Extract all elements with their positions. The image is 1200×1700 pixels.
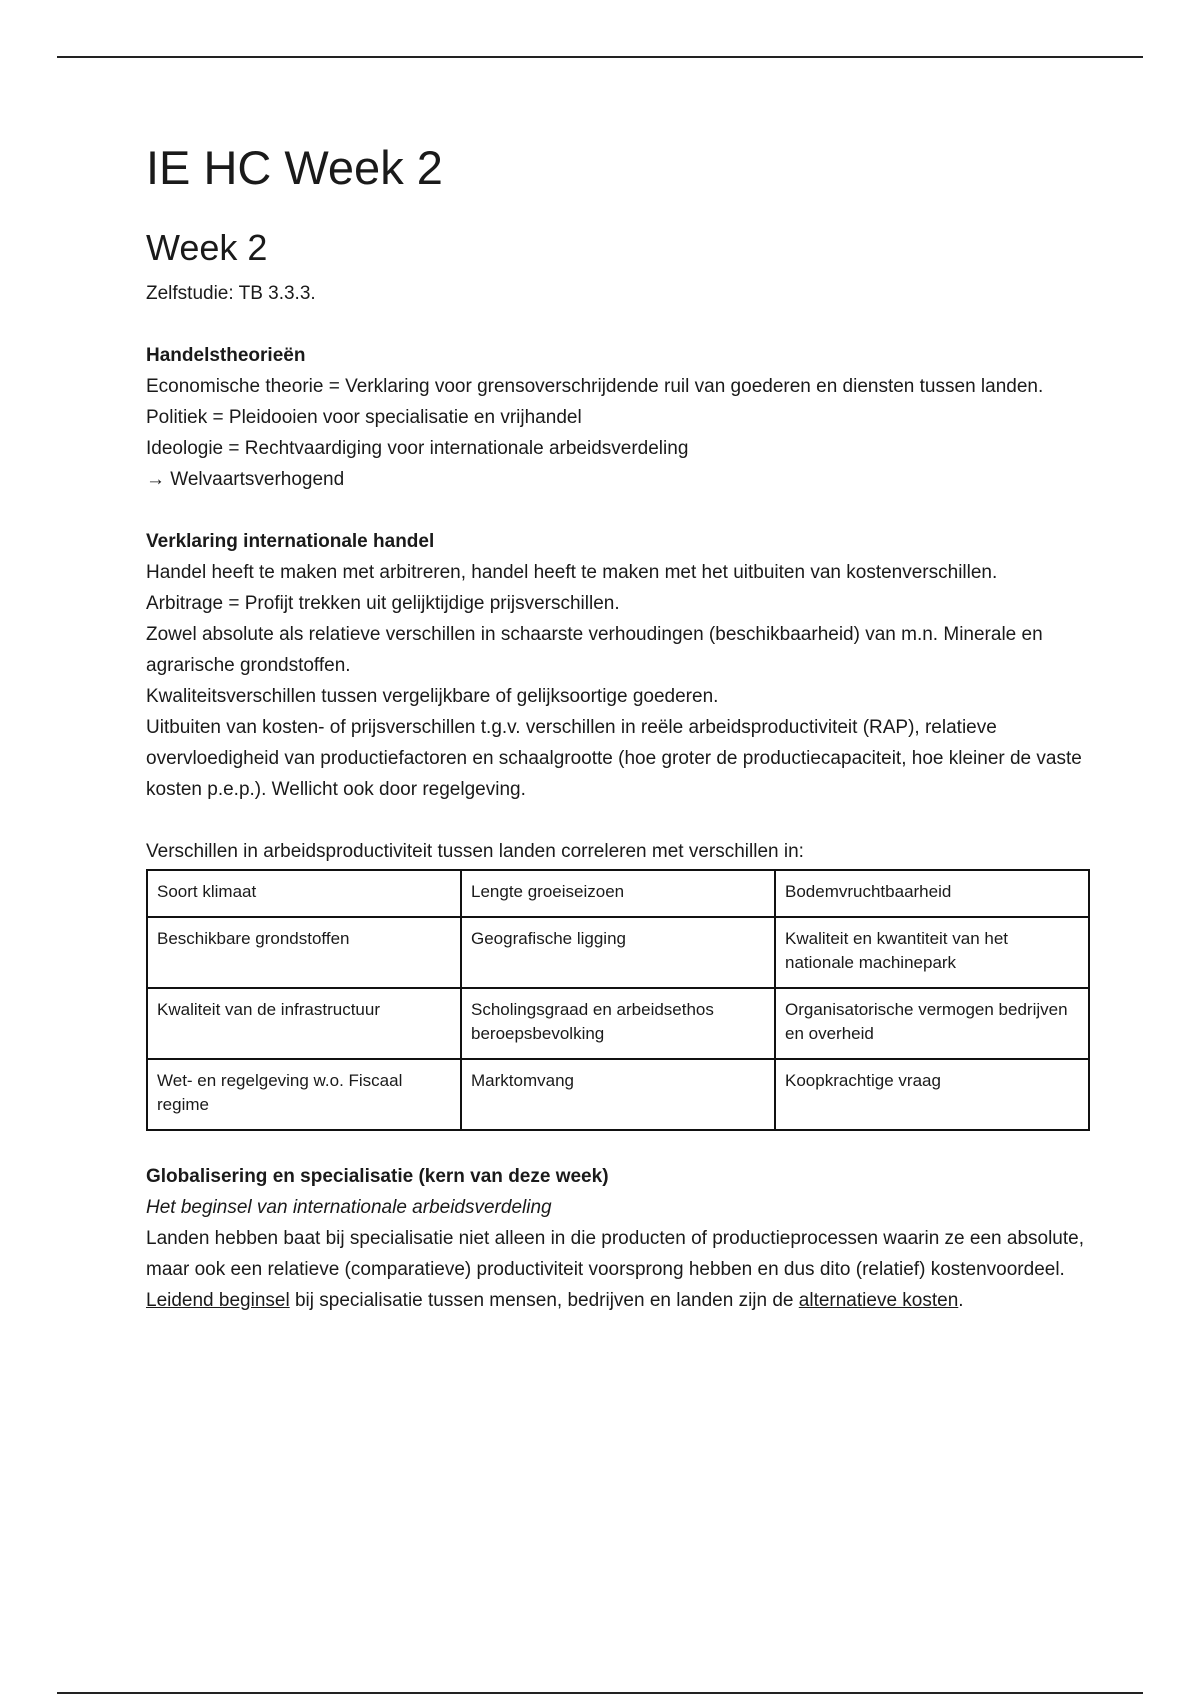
paragraph-line: Politiek = Pleidooien voor specialisatie en vrijhandel bbox=[146, 406, 582, 428]
handelstheorieen-heading: Handelstheorieën bbox=[146, 344, 306, 366]
table-cell: Geografische ligging bbox=[461, 917, 775, 988]
table-cell: Kwaliteit en kwantiteit van het nationale machinepark bbox=[775, 917, 1089, 988]
section-handelstheorieen bbox=[146, 340, 1096, 495]
table-cell: Wet- en regelgeving w.o. Fiscaal regime bbox=[147, 1059, 461, 1130]
table-cell: Scholingsgraad en arbeidsethos beroepsbevolking bbox=[461, 988, 775, 1059]
term-alternatieve-kosten: alternatieve kosten bbox=[798, 1289, 959, 1311]
paragraph-line: Uitbuiten van kosten- of prijsverschillen t.g.v. verschillen in reële arbeidsproductiviteit (RAP), relatieve overvloedigheid van productiefactoren en schaalgrootte (hoe groter de productiecapaciteit, hoe kleiner de vaste kosten p.e.p.). Wellicht ook door regelgeving. bbox=[146, 716, 1082, 800]
zelfstudie-text: Zelfstudie: TB 3.3.3. bbox=[146, 282, 316, 304]
document-title: IE HC Week 2 bbox=[146, 141, 443, 194]
paragraph-line: Arbitrage = Profijt trekken uit gelijktijdige prijsverschillen. bbox=[146, 592, 620, 614]
closing-line-middle: bij specialisatie tussen mensen, bedrijven en landen zijn de bbox=[289, 1289, 799, 1311]
paragraph-line: → Welvaartsverhogend bbox=[146, 468, 345, 490]
table-cell: Koopkrachtige vraag bbox=[775, 1059, 1089, 1130]
table-cell: Marktomvang bbox=[461, 1059, 775, 1130]
closing-line-end: . bbox=[958, 1289, 964, 1311]
closing-line bbox=[146, 1285, 1096, 1316]
table-row bbox=[147, 988, 1089, 1059]
table-cell: Kwaliteit van de infrastructuur bbox=[147, 988, 461, 1059]
paragraph-line: Handel heeft te maken met arbitreren, handel heeft te maken met het uitbuiten van kostenverschillen. bbox=[146, 561, 998, 583]
globalisering-heading: Globalisering en specialisatie (kern van deze week) bbox=[146, 1165, 609, 1187]
term-leidend-beginsel: Leidend beginsel bbox=[146, 1289, 290, 1311]
table-cell: Lengte groeiseizoen bbox=[461, 870, 775, 917]
bottom-divider bbox=[57, 1692, 1143, 1694]
paragraph-line: Economische theorie = Verklaring voor grensoverschrijdende ruil van goederen en diensten tussen landen. bbox=[146, 375, 1044, 397]
section-verklaring bbox=[146, 526, 1096, 805]
verklaring-heading: Verklaring internationale handel bbox=[146, 530, 435, 552]
productivity-factors-table bbox=[146, 869, 1090, 1131]
paragraph-line: Zowel absolute als relatieve verschillen in schaarste verhoudingen (beschikbaarheid) van m.n. Minerale en agrarische grondstoffen. bbox=[146, 623, 1043, 676]
table-cell: Beschikbare grondstoffen bbox=[147, 917, 461, 988]
globalisering-paragraph: Landen hebben baat bij specialisatie niet alleen in die producten of productieprocessen waarin ze een absolute, maar ook een relatieve (comparatieve) productiviteit voorsprong hebben en dus dito (relatief) kostenvoordeel. bbox=[146, 1227, 1084, 1280]
globalisering-subheading: Het beginsel van internationale arbeidsverdeling bbox=[146, 1196, 552, 1218]
paragraph-line: Ideologie = Rechtvaardiging voor internationale arbeidsverdeling bbox=[146, 437, 689, 459]
table-row bbox=[147, 917, 1089, 988]
section-heading-week: Week 2 bbox=[146, 227, 268, 269]
paragraph-line: Kwaliteitsverschillen tussen vergelijkbare of gelijksoortige goederen. bbox=[146, 685, 719, 707]
document-body bbox=[146, 140, 1096, 1316]
table-cell: Soort klimaat bbox=[147, 870, 461, 917]
table-row bbox=[147, 870, 1089, 917]
section-globalisering bbox=[146, 1161, 1096, 1316]
table-row bbox=[147, 1059, 1089, 1130]
top-divider bbox=[57, 56, 1143, 58]
table-intro: Verschillen in arbeidsproductiviteit tussen landen correleren met verschillen in: bbox=[146, 840, 804, 862]
table-cell: Organisatorische vermogen bedrijven en overheid bbox=[775, 988, 1089, 1059]
table-cell: Bodemvruchtbaarheid bbox=[775, 870, 1089, 917]
